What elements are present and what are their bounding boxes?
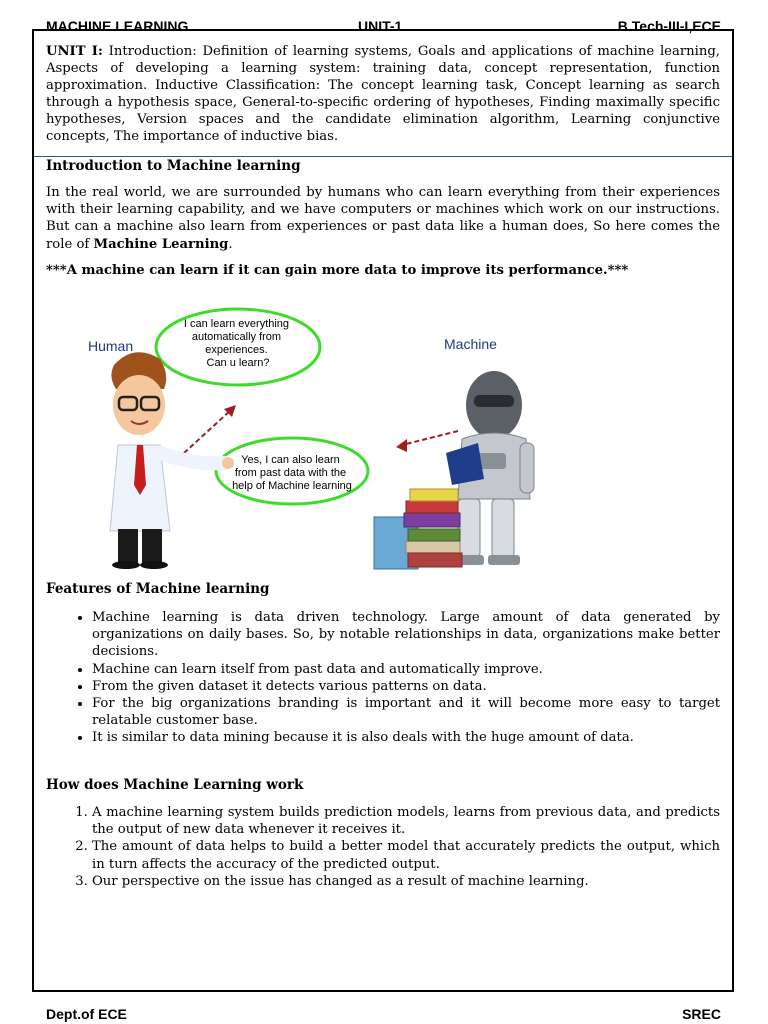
book-stack-icon (374, 489, 462, 569)
features-list (46, 609, 720, 747)
human-bubble-line-2: automatically from (191, 331, 282, 343)
footer-department: Dept.of ECE (46, 1006, 127, 1022)
intro-bold-term: Machine Learning (93, 236, 229, 252)
list-item: 2. The amount of data helps to build a better model that accurately predicts the output, which in turn affects the accuracy of the predicted output. (92, 838, 720, 872)
list-item: • It is similar to data mining because it is also deals with the huge amount of data. (92, 729, 720, 746)
list-item: • Machine can learn itself from past data and automatically improve. (92, 661, 720, 678)
human-bubble-line-3: experiences. (205, 344, 268, 356)
intro-heading: Introduction to Machine learning (46, 158, 301, 174)
machine-bubble-line-3: help of Machine learning (232, 480, 352, 492)
intro-text: In the real world, we are surrounded by humans who can learn everything from their experiences with their learning capability, and we have computers or machines which work on our instructions. But can a machine also learn from experiences or past data like a human does, So here comes the role of (46, 185, 720, 252)
human-label: Human (88, 338, 134, 354)
unit-label: UNIT I: (46, 44, 103, 59)
unit-description: Introduction: Definition of learning systems, Goals and applications of machine learning, Aspects of developing a learning system: training data, concept representation, function approximation. Inductive Classification: The concept learning task, Concept learning as search through a hypothesis space, General-to-specific ordering of hypotheses, Finding maximally specific hypotheses, Version spaces and the candidate elimination algorithm, Learning conjunctive concepts, The importance of inductive bias. (46, 44, 720, 144)
intro-paragraph (46, 184, 720, 253)
list-item: • For the big organizations branding is important and it will become more easy to target relatable customer base. (92, 695, 720, 729)
list-item: • From the given dataset it detects various patterns on data. (92, 678, 720, 695)
list-item: 1. A machine learning system builds prediction models, learns from previous data, and predicts the output of new data whenever it receives it. (92, 804, 720, 838)
list-item: 3. Our perspective on the issue has changed as a result of machine learning. (92, 873, 720, 890)
human-bubble-line-1: I can learn everything (183, 318, 290, 330)
svg-text:Yes, I can also learn (232, 454, 352, 492)
machine-speech-bubble (216, 438, 368, 504)
machine-bubble-line-2: from past data with the (234, 467, 347, 479)
human-speech-bubble (156, 309, 320, 385)
header-unit: UNIT-1 (358, 18, 403, 34)
intro-end: . (228, 236, 233, 252)
machine-bubble-line-1: Yes, I can also learn (241, 454, 340, 466)
machine-label: Machine (444, 336, 497, 352)
header-course: B.Tech-III-I,ECE (617, 18, 721, 34)
human-bubble-line-4: Can u learn? (206, 357, 270, 369)
key-quote: ***A machine can learn if it can gain more data to improve its performance.*** (46, 263, 629, 278)
unit-syllabus-box (34, 31, 732, 157)
unit-syllabus-text (46, 43, 720, 145)
features-heading: Features of Machine learning (46, 581, 270, 597)
how-heading: How does Machine Learning work (46, 777, 304, 793)
list-item: • Machine learning is data driven technology. Large amount of data generated by organizations on daily bases. So, by notable relationships in data, organizations make better decisions. (92, 609, 720, 661)
header-subject: MACHINE LEARNING (46, 18, 189, 34)
page-frame (32, 29, 734, 992)
footer-institution: SREC (682, 1006, 721, 1022)
human-vs-machine-illustration (74, 303, 544, 571)
how-list (46, 804, 720, 890)
